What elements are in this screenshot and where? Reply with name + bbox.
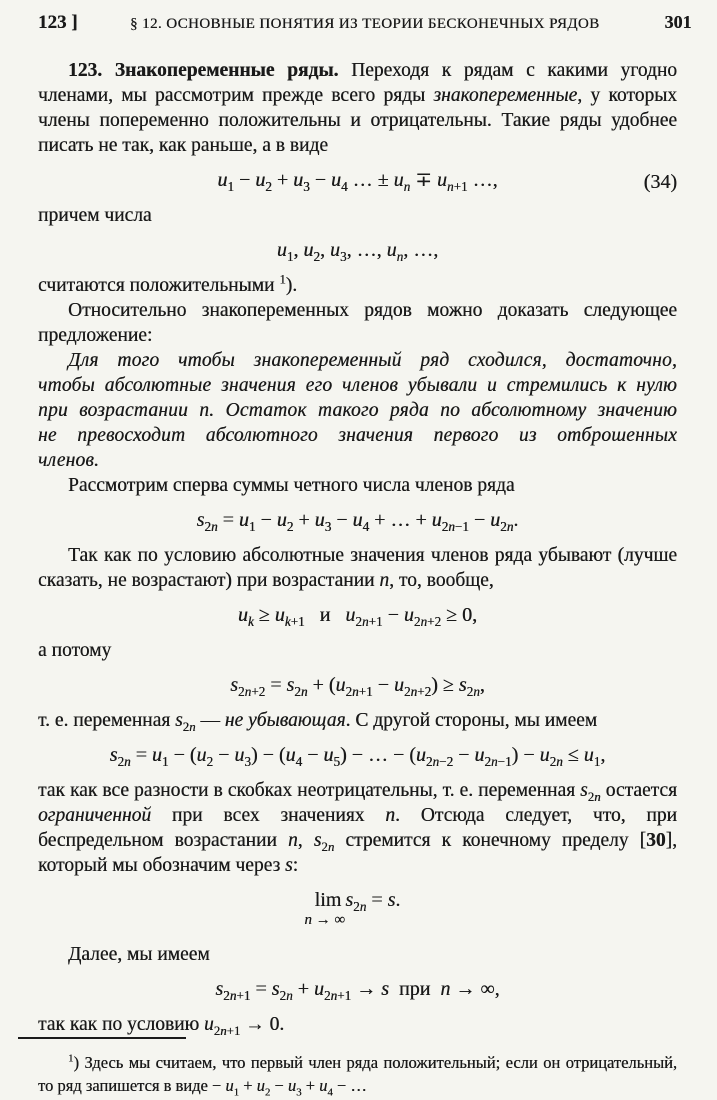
footnote-rule (18, 1037, 186, 1039)
formula-s2n-plus-1 (38, 976, 677, 1003)
text-peremennaya: т. е. переменная $s_{2n}$ — не убывающая. С другой стороны, мы имеем (38, 710, 598, 734)
formula-s2n-plus-1-math: $s_{2n+1} = s_{2n} + u_{2n+1} \to s$ при n → ∞, (215, 978, 500, 1003)
formula-s2n-plus-2-math: $s_{2n+2} = s_{2n} + (u_{2n+1} - u_{2n+2}) \ge s_{2n}$, (230, 674, 485, 699)
formula-inequality (38, 602, 677, 629)
formula-u-sequence (38, 237, 677, 264)
theorem-statement: Для того чтобы знакопеременный ряд сходился, достаточно, чтобы абсолютные значения его членов убывали и стремились к нулю при возрастании n. Остаток такого ряда по абсолютному значению не превосходит абсолютного значения первого из отброшенных членов. (38, 350, 677, 471)
text-rassmotrim: Рассмотрим сперва суммы четного числа членов ряда (68, 475, 515, 496)
intro-paragraph: 123. Знакопеременные ряды. Переходя к рядам с какими угодно членами, мы рассмотрим прежде всего ряды знакопеременные, у которых члены попеременно положительны и отрицательны. Такие ряды удобнее писать не так, как раньше, а в виде (38, 60, 678, 156)
formula-s2n-bound (38, 742, 677, 769)
formula-limit-math: lim n → ∞ $s_{2n} = s$. (304, 889, 401, 928)
formula-s2n-math: $s_{2n} = u_1 - u_2 + u_3 - u_4$ + … + $u_{2n-1} - u_{2n}$. (196, 509, 519, 534)
formula-inequality-math: $u_k \ge u_{k+1}$ и $u_{2n+1} - u_{2n+2} \ge 0$, (237, 604, 478, 629)
text-a-potomu: а потому (38, 640, 112, 661)
formula-s2n-bound-math: $s_{2n} = u_1 - (u_2 - u_3) - (u_4 - u_5)$ − … − $(u_{2n-2} - u_{2n-1}) - u_{2n} \le u_1$, (109, 744, 606, 769)
text-schitayutsya: считаются положительными $^1$). (38, 272, 298, 296)
running-title: § 12. ОСНОВНЫЕ ПОНЯТИЯ ИЗ ТЕОРИИ БЕСКОНЕЧНЫХ РЯДОВ (130, 16, 600, 32)
text-prichem-chisla: причем числа (38, 205, 152, 226)
formula-limit (38, 887, 677, 928)
page-number: 301 (664, 12, 692, 32)
footnote (38, 1037, 677, 1097)
formula-s2n (38, 507, 677, 534)
text-tak-kak-po-usloviyu: Так как по условию абсолютные значения членов ряда убывают (лучше сказать, не возрастают) при возрастании n, то, вообще, (38, 545, 677, 591)
page-header (38, 12, 692, 34)
formula-34-number: (34) (643, 171, 677, 193)
formula-34-math: $u_1 - u_2 + u_3 - u_4$ … ± $u_n \mp u_{n+1}$ …, (217, 169, 498, 194)
formula-u-sequence-math: $u_1$, $u_2$, $u_3$, …, $u_n$, …, (276, 239, 439, 264)
text-final: так как по условию $u_{2n+1} \to 0$. (38, 1014, 285, 1038)
text-dalee: Далее, мы имеем (68, 944, 210, 965)
section-marker: 123 ] (38, 12, 78, 33)
text-otnositelno: Относительно знакопеременных рядов можно доказать следующее предложение: (38, 300, 677, 346)
formula-34 (38, 167, 677, 194)
formula-s2n-plus-2 (38, 672, 677, 699)
text-raznosti: так как все разности в скобках неотрицательны, т. е. переменная $s_{2n}$ остается ограниченной при всех значениях n. Отсюда следует, что, при беспредельном возрастании n, $s_{2n}$ стремится к конечному пределу [30], который мы обозначим через s: (38, 780, 677, 876)
footnote-text: $^1$) Здесь мы считаем, что первый член ряда положительный; если он отрицательный, то ряд запишется в виде − $u_1 + u_2 - u_3 + u_4$ − … (38, 1052, 677, 1099)
